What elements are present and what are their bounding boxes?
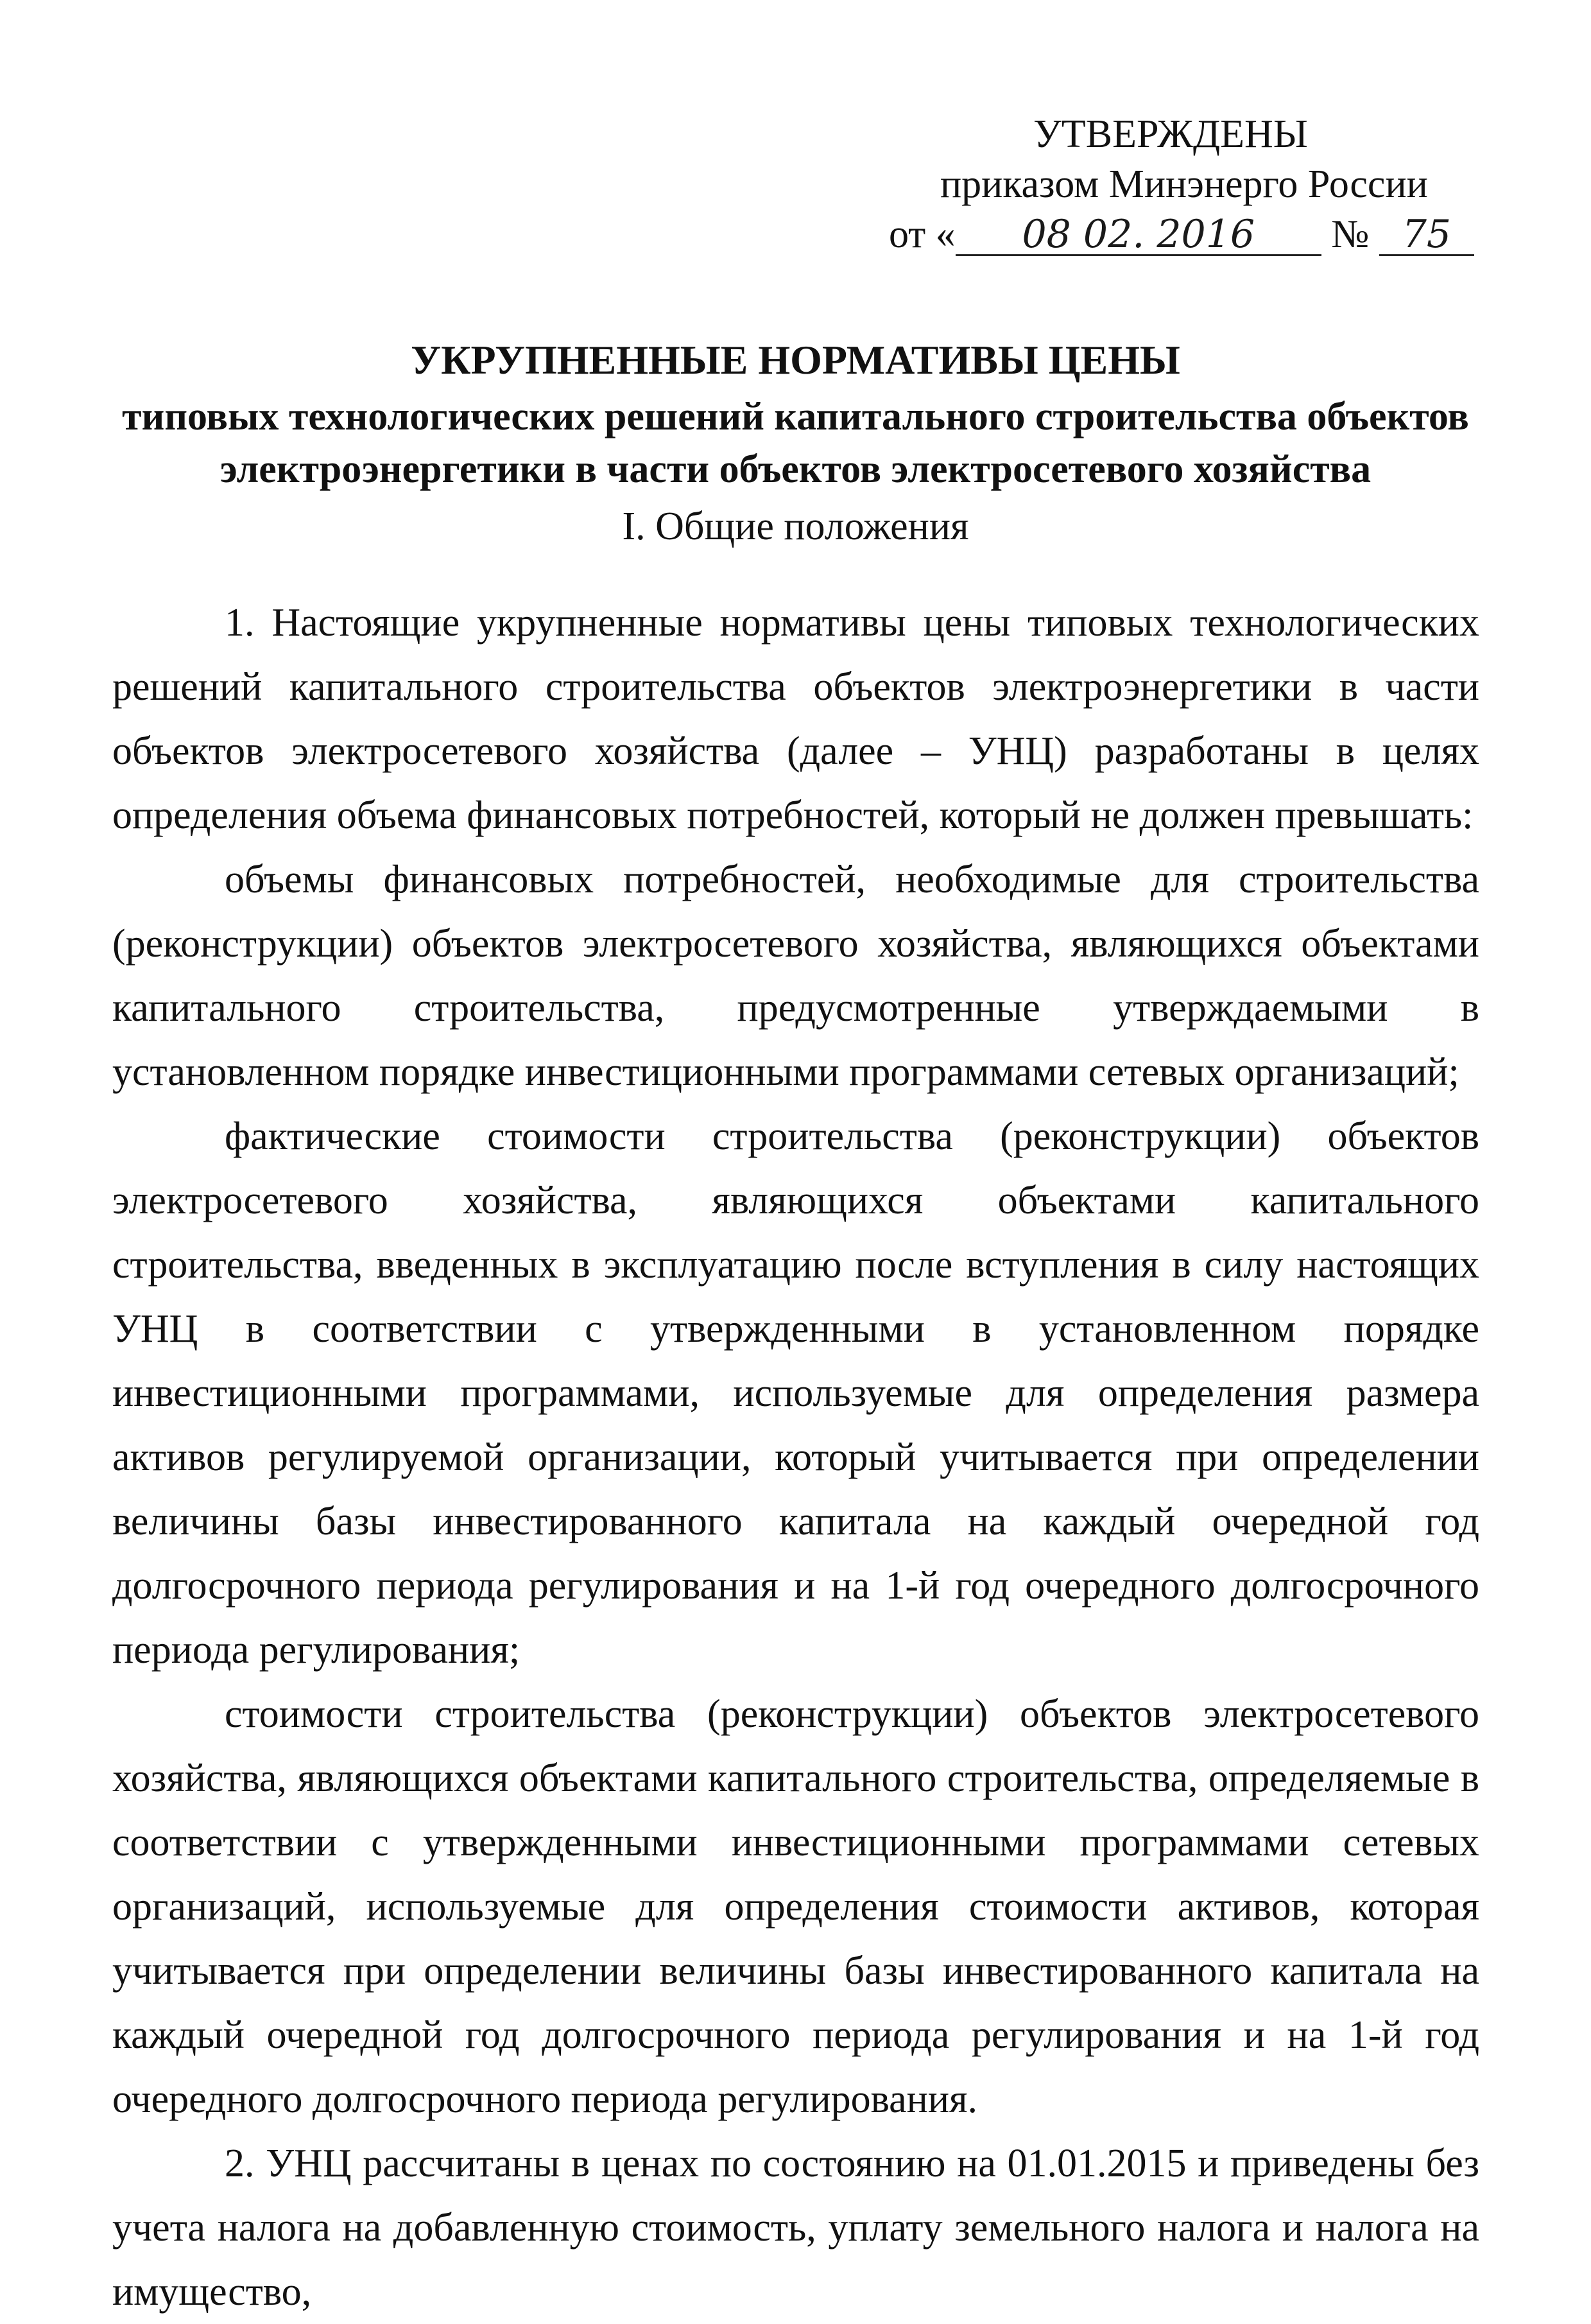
document-body xyxy=(112,591,1479,2324)
from-prefix: от « xyxy=(889,212,956,256)
handwritten-number: 75 xyxy=(1379,214,1474,256)
paragraph: 1. Настоящие укрупненные нормативы цены типовых технологических решений капитального строительства объектов электроэнергетики в части объектов электросетевого хозяйства (далее – УНЦ) разработаны в целях определения объема финансовых потребностей, который не должен превышать: xyxy=(112,601,1479,837)
approved-label: УТВЕРЖДЕНЫ xyxy=(1033,112,1308,156)
title-line-2: типовых технологических решений капитального строительства объектов xyxy=(122,395,1469,438)
handwritten-date: 08 02. 2016 xyxy=(956,214,1321,256)
order-authority: приказом Минэнерго России xyxy=(940,162,1428,206)
number-sign: № xyxy=(1331,212,1370,256)
document-title xyxy=(0,334,1591,496)
section-heading: I. Общие положения xyxy=(622,505,969,548)
paragraph: фактические стоимости строительства (реконструкции) объектов электросетевого хозяйства, являющихся объектами капитального строительства, введенных в эксплуатацию после вступления в силу настоящих УНЦ в соответствии с утвержденными в установленном порядке инвестиционными программами, используемые для определения размера активов регулируемой организации, который учитывается при определении величины базы инвестированного капитала на каждый очередной год долгосрочного периода регулирования и на 1-й год очередного долгосрочного периода регулирования; xyxy=(112,1114,1479,1672)
paragraph: стоимости строительства (реконструкции) объектов электросетевого хозяйства, являющихся объектами капитального строительства, определяемые в соответствии с утвержденными инвестиционными программами сетевых организаций, используемые для определения стоимости активов, которая учитывается при определении величины базы инвестированного капитала на каждый очередной год долгосрочного периода регулирования и на 1-й год очередного долгосрочного периода регулирования. xyxy=(112,1692,1479,2121)
paragraph: 2. УНЦ рассчитаны в ценах по состоянию на 01.01.2015 и приведены без учета налога на добавленную стоимость, уплату земельного налога и налога на имущество, xyxy=(112,2142,1479,2314)
title-line-3: электроэнергетики в части объектов электросетевого хозяйства xyxy=(219,447,1372,491)
order-date-line xyxy=(889,209,1466,259)
paragraph: объемы финансовых потребностей, необходимые для строительства (реконструкции) объектов электросетевого хозяйства, являющихся объектами капитального строительства, предусмотренные утверждаемыми в установленном порядке инвестиционными программами сетевых организаций; xyxy=(112,858,1479,1094)
title-line-1: УКРУПНЕННЫЕ НОРМАТИВЫ ЦЕНЫ xyxy=(411,337,1180,383)
approval-block xyxy=(889,109,1466,259)
